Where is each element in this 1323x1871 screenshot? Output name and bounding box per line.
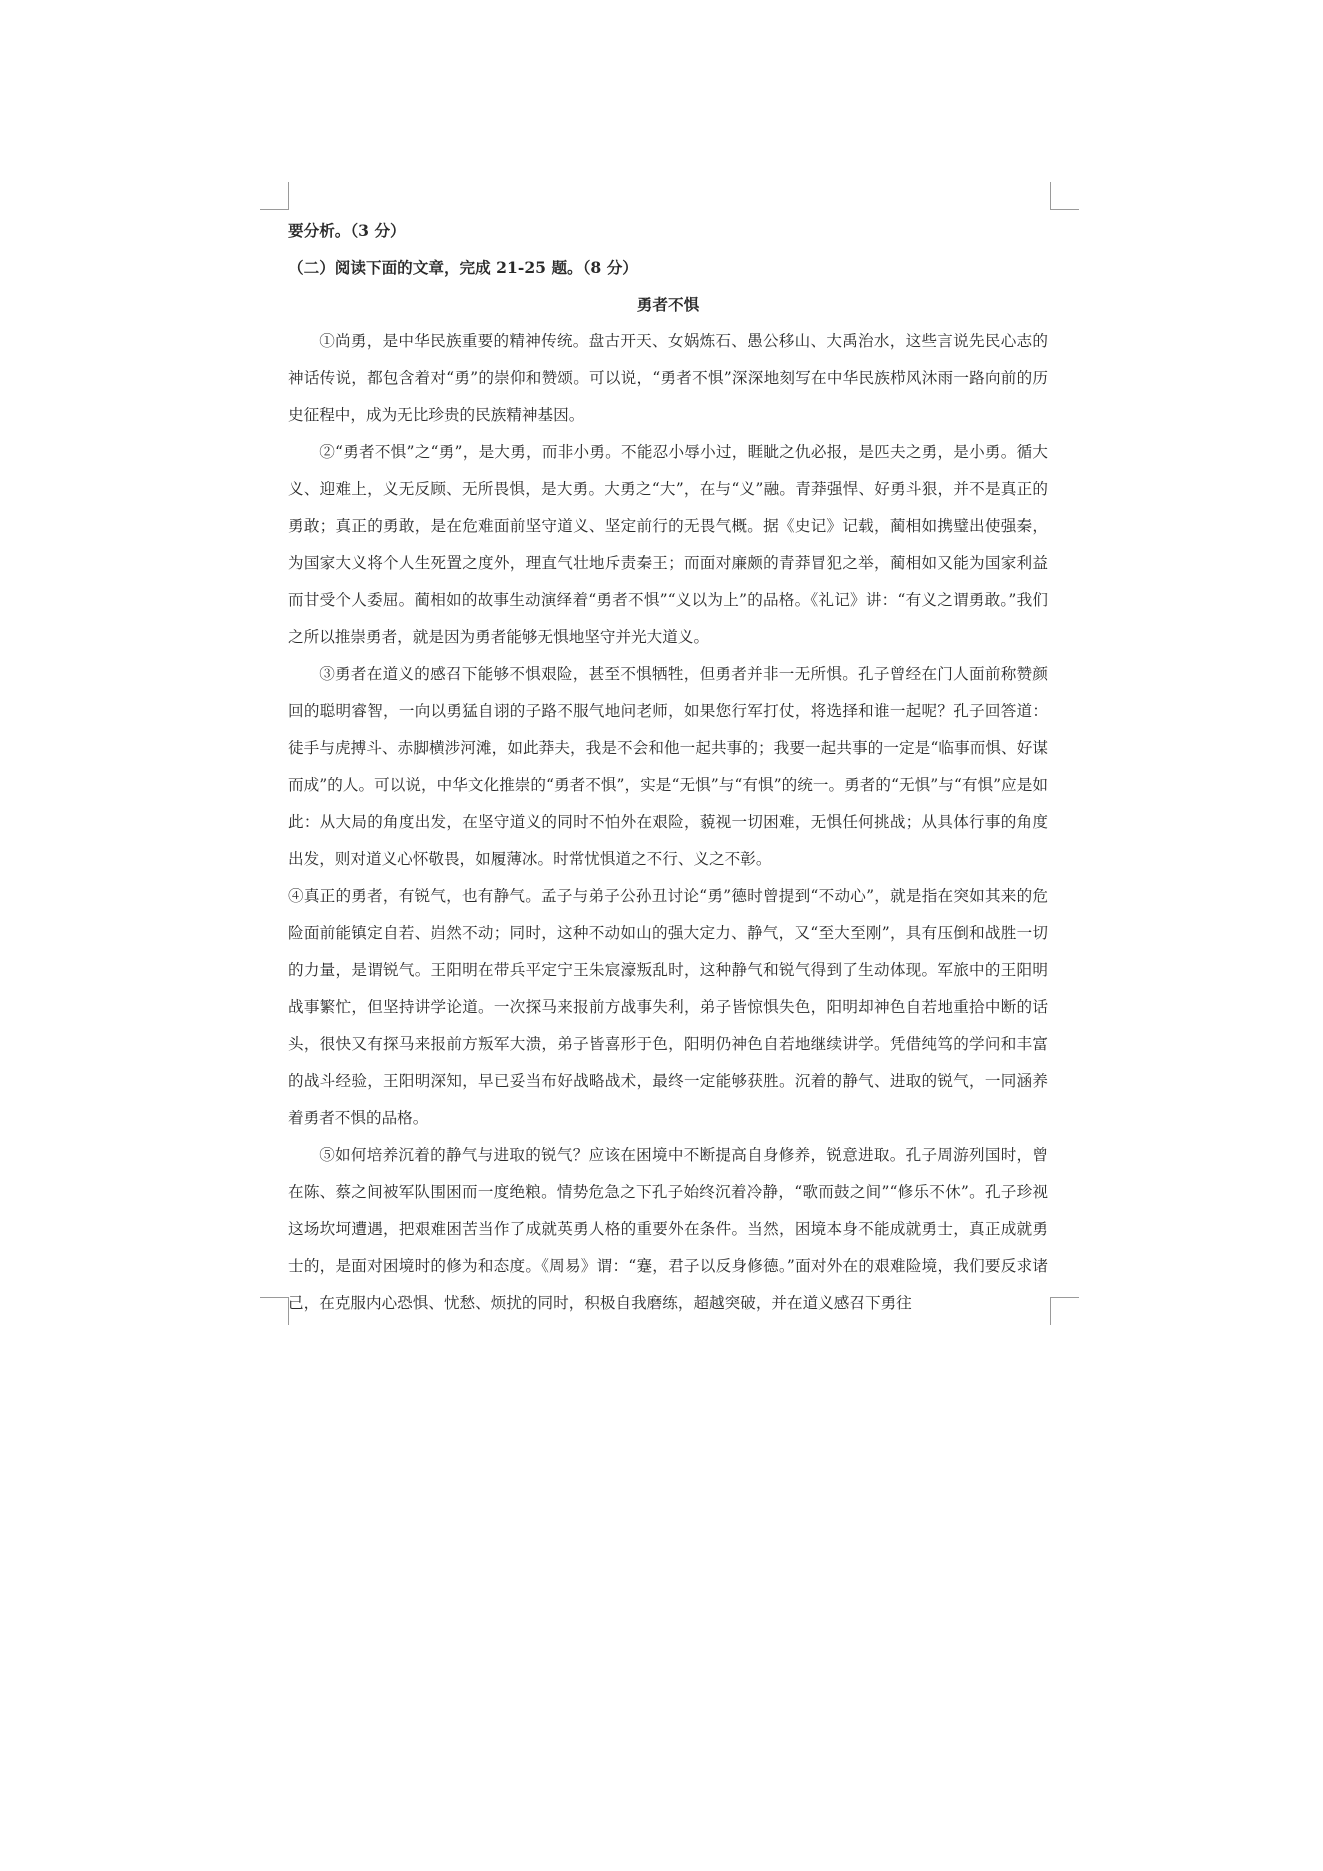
crop-mark-top-left-h [260, 209, 289, 210]
crop-mark-bottom-right-v [1050, 1297, 1051, 1325]
crop-mark-bottom-right-h [1050, 1297, 1079, 1298]
paragraph-1: ①尚勇，是中华民族重要的精神传统。盘古开天、女娲炼石、愚公移山、大禹治水，这些言说先民心志的神话传说，都包含着对“勇”的崇仰和赞颂。可以说，“勇者不惧”深深地刻写在中华民族栉风沐雨一路向前的历史征程中，成为无比珍贵的民族精神基因。 [288, 332, 1048, 424]
crop-mark-bottom-left-h [260, 1297, 289, 1298]
paragraph-3: ③勇者在道义的感召下能够不惧艰险，甚至不惧牺牲，但勇者并非一无所惧。孔子曾经在门人面前称赞颜回的聪明睿智，一向以勇猛自诩的子路不服气地问老师，如果您行军打仗，将选择和谁一起呢？孔子回答道：徒手与虎搏斗、赤脚横涉河滩，如此莽夫，我是不会和他一起共事的；我要一起共事的一定是“临事而惧、好谋而成”的人。可以说，中华文化推崇的“勇者不惧”，实是“无惧”与“有惧”的统一。勇者的“无惧”与“有惧”应是如此：从大局的角度出发，在坚守道义的同时不怕外在艰险，藐视一切困难，无惧任何挑战；从具体行事的角度出发，则对道义心怀敬畏，如履薄冰。时常忧惧道之不行、义之不彰。 [288, 665, 1048, 868]
crop-mark-top-right-h [1050, 209, 1079, 210]
paragraph-2: ②“勇者不惧”之“勇”，是大勇，而非小勇。不能忍小辱小过，睚眦之仇必报，是匹夫之勇，是小勇。循大义、迎难上，义无反顾、无所畏惧，是大勇。大勇之“大”，在与“义”融。青莽强悍、好勇斗狠，并不是真正的勇敢；真正的勇敢，是在危难面前坚守道义、坚定前行的无畏气概。据《史记》记载，蔺相如携璧出使强秦，为国家大义将个人生死置之度外，理直气壮地斥责秦王；而面对廉颇的青莽冒犯之举，蔺相如又能为国家利益而甘受个人委屈。蔺相如的故事生动演绎着“勇者不惧”“义以为上”的品格。《礼记》讲：“有义之谓勇敢。”我们之所以推崇勇者，就是因为勇者能够无惧地坚守并光大道义。 [288, 443, 1048, 646]
question-tail-line: 要分析。（3 分） [288, 221, 406, 240]
paragraph-4: ④真正的勇者，有锐气，也有静气。孟子与弟子公孙丑讨论“勇”德时曾提到“不动心”，就是指在突如其来的危险面前能镇定自若、岿然不动；同时，这种不动如山的强大定力、静气，又“至大至刚”，具有压倒和战胜一切的力量，是谓锐气。王阳明在带兵平定宁王朱宸濠叛乱时，这种静气和锐气得到了生动体现。军旅中的王阳明战事繁忙，但坚持讲学论道。一次探马来报前方战事失利，弟子皆惊惧失色，阳明却神色自若地重拾中断的话头，很快又有探马来报前方叛军大溃，弟子皆喜形于色，阳明仍神色自若地继续讲学。凭借纯笃的学问和丰富的战斗经验，王阳明深知，早已妥当布好战略战术，最终一定能够获胜。沉着的静气、进取的锐气，一同涵养着勇者不惧的品格。 [288, 887, 1048, 1127]
section-heading: （二）阅读下面的文章，完成 21-25 题。（8 分） [288, 258, 638, 277]
crop-mark-top-right-v [1050, 182, 1051, 209]
paragraph-5: ⑤如何培养沉着的静气与进取的锐气？应该在困境中不断提高自身修养，锐意进取。孔子周游列国时，曾在陈、蔡之间被军队围困而一度绝粮。情势危急之下孔子始终沉着冷静，“歌而鼓之间”“修乐不休”。孔子珍视这场坎坷遭遇，把艰难困苦当作了成就英勇人格的重要外在条件。当然，困境本身不能成就勇士，真正成就勇士的，是面对困境时的修为和态度。《周易》谓：“蹇，君子以反身修德。”面对外在的艰难险境，我们要反求诸己，在克服内心恐惧、忧愁、烦扰的同时，积极自我磨练，超越突破，并在道义感召下勇往 [288, 1146, 1048, 1312]
document-page-body [288, 212, 1048, 1322]
article-title: 勇者不惧 [636, 295, 700, 314]
crop-mark-top-left-v [288, 182, 289, 209]
